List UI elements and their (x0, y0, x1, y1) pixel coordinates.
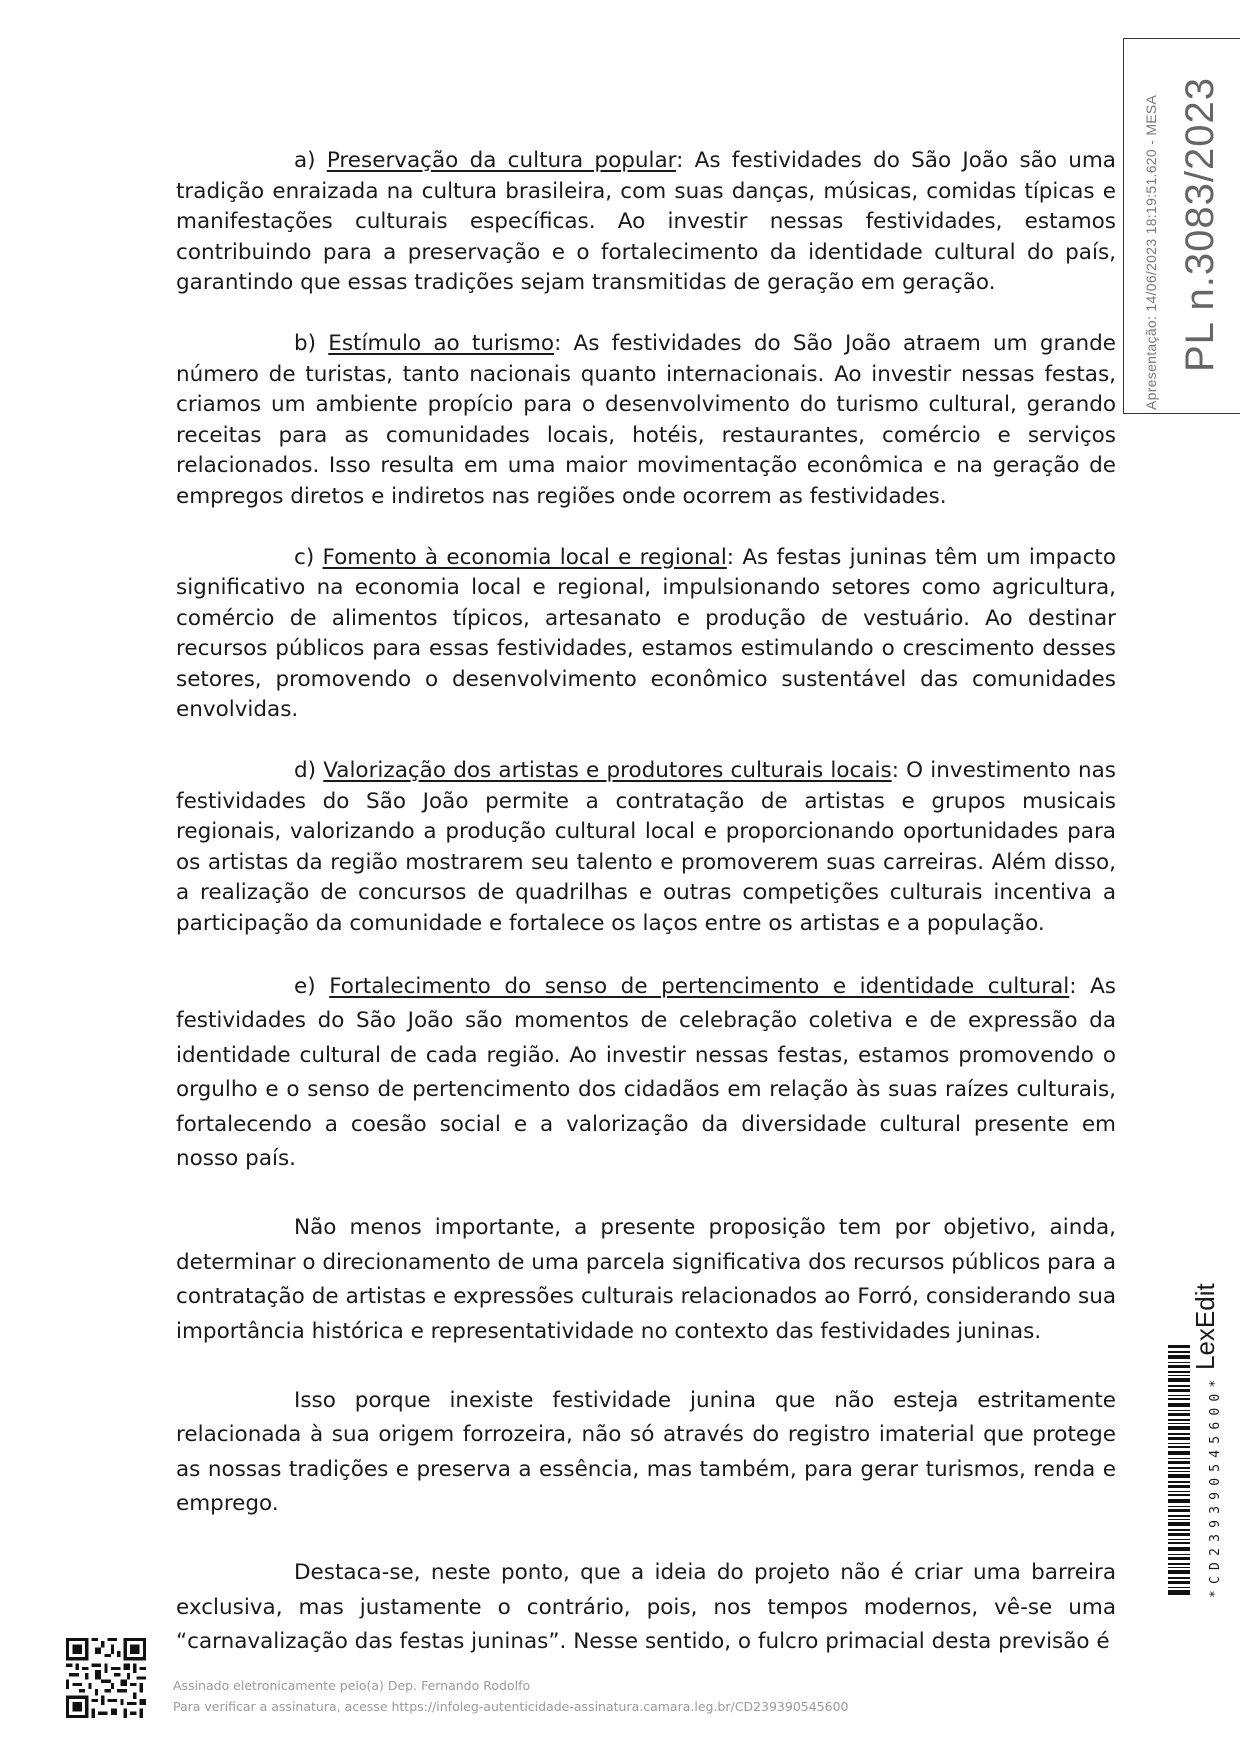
barcode-number: *CD239390545600* (1208, 1373, 1223, 1598)
topic-artistas: Valorização dos artistas e produtores culturais locais (323, 758, 892, 783)
paragraph-c: c) Fomento à economia local e regional: As festas juninas têm um impacto significativo na economia local e regional, impulsionando setores como agricultura, comércio de alimentos típicos, artesanato e produção de vestuário. Ao destinar recursos públicos para essas festividades, estamos estimulando o crescimento desses setores, promovendo o desenvolvimento econômico sustentável das comunidades envolvidas. (176, 544, 1116, 722)
lexedit-logo: LexEdit (1190, 1283, 1220, 1370)
verification-link[interactable]: Para verificar a assinatura, acesse https://infoleg-autenticidade-assinatura.camara.leg.br/CD239390545600 (173, 1699, 849, 1714)
qr-code-icon (66, 1638, 146, 1718)
topic-pertencimento: Fortalecimento do senso de pertencimento e identidade cultural (329, 973, 1070, 999)
paragraph-destaca: Destaca-se, neste ponto, que a ideia do projeto não é criar uma barreira exclusiva, mas justamente o contrário, pois, nos tempos modernos, vê-se uma “carnavalização das festas juninas”. Nesse sentido, o fulcro primacial desta previsão é (176, 1560, 1116, 1654)
paragraph-origem: Isso porque inexiste festividade junina que não esteja estritamente relacionada à sua origem forrozeira, não só através do registro imaterial que protege as nossas tradições e preserva a essência, mas também, para gerar turismos, renda e emprego. (176, 1387, 1116, 1516)
paragraph-d: d) Valorização dos artistas e produtores culturais locais: O investimento nas festividades do São João permite a contratação de artistas e grupos musicais regionais, valorizando a produção cultural local e proporcionando oportunidades para os artistas da região mostrarem seu talento e promoverem suas carreiras. Além disso, a realização de concursos de quadrilhas e outras competições culturais incentiva a participação da comunidade e fortalece os laços entre os artistas e a população. (176, 758, 1117, 936)
signature-line: Assinado eletronicamente pelo(a) Dep. Fernando Rodolfo (173, 1678, 531, 1693)
paragraph-b: b) Estímulo ao turismo: As festividades do São João atraem um grande número de turistas, tanto nacionais quanto internacionais. Ao investir nessas festas, criamos um ambiente propício para o desenvolvimento do turismo cultural, gerando receitas para as comunidades locais, hotéis, restaurantes, comércio e serviços relacionados. Isso resulta em uma maior movimentação econômica e na geração de empregos diretos e indiretos nas regiões onde ocorrem as festividades. (176, 331, 1117, 509)
paragraph-forro: Não menos importante, a presente proposição tem por objetivo, ainda, determinar o direcionamento de uma parcela significativa dos recursos públicos para a contratação de artistas e expressões culturais relacionados ao Forró, considerando sua importância histórica e representatividade no contexto das festividades juninas. (176, 1215, 1116, 1344)
topic-economia: Fomento à economia local e regional (322, 544, 727, 570)
topic-preservacao: Preservação da cultura popular (326, 148, 677, 173)
paragraph-e: e) Fortalecimento do senso de pertencimento e identidade cultural: As festividades do São João são momentos de celebração coletiva e de expressão da identidade cultural de cada região. Ao investir nessas festas, estamos promovendo o orgulho e o senso de pertencimento dos cidadãos em relação às suas raízes culturais, fortalecendo a coesão social e a valorização da diversidade cultural presente em nosso país. (176, 973, 1116, 1171)
topic-turismo: Estímulo ao turismo (328, 331, 555, 356)
bill-number: PL n.3083/2023 (1178, 77, 1222, 372)
barcode-icon (1168, 1345, 1190, 1595)
stamp-date: Apresentação: 14/06/2023 18:19:51.620 - MESA (1143, 94, 1159, 410)
paragraph-a: a) Preservação da cultura popular: As festividades do São João são uma tradição enraizada na cultura brasileira, com suas danças, músicas, comidas típicas e manifestações culturais específicas. Ao investir nessas festividades, estamos contribuindo para a preservação e o fortalecimento da identidade cultural do país, garantindo que essas tradições sejam transmitidas de geração em geração. (176, 148, 1116, 295)
document-body (176, 146, 1116, 1694)
